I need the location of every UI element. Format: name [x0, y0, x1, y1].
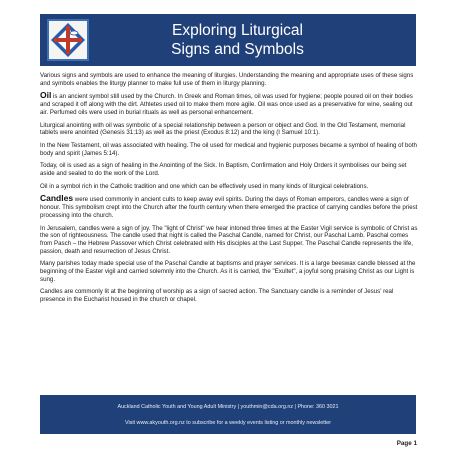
- title-line-1: Exploring Liturgical: [172, 22, 303, 39]
- oil-heading: Oil: [40, 90, 52, 101]
- oil-text: is an ancient symbol still used by the Church. In Greek and Roman times, oil was used for hygiene; people poured oil on their bodies and scraped it off along with the dirt. Athletes used oil to make them more agile. Oil was once used as a preservative for wine, sealing out air. Perfumed oils were used in burial rituals as well as personal enhancement.: [40, 93, 413, 116]
- oil-paragraph: [40, 92, 418, 116]
- page-title: [89, 21, 416, 59]
- candles-paragraph-3: Many parishes today made special use of the Paschal Candle at baptisms and prayer services. It is a large beeswax candle blessed at the beginning of the Easter vigil and carried solemnly into the Church. As it is carried, the "Exultet", a joyful song praising Christ as our Light is sung.: [40, 260, 416, 283]
- footer-contact-line: Auckland Catholic Youth and Young Adult Ministry | youthmin@cda.org.nz | Phone: 360 3021: [117, 404, 339, 410]
- title-banner: [40, 14, 416, 66]
- oil-paragraph-3: In the New Testament, oil was associated with healing. The oil used for medical and hygienic purposes became a symbol of healing of both body and spirit (James 5:14).: [40, 141, 417, 157]
- article-body: [40, 72, 418, 309]
- cross-dove-logo-icon: [47, 19, 89, 61]
- candles-paragraph: [40, 195, 418, 219]
- oil-paragraph-2: Liturgical anointing with oil was symbolic of a special relationship between a person or object and God. In the Old Testament, memorial tablets were anointed (Genesis 31:13) as well as the priest (Exodus 8:12) and the king (I Samuel 10:1).: [40, 121, 406, 137]
- candles-text: were used commonly in ancient cults to keep away evil spirits. During the days of Roman emperors, candles were a sign of honour. This symbolism crept into the Church after the fourth century when there emerged the practice of carrying candles before the priest processing into the church.: [40, 196, 418, 219]
- footer-subscribe-line: Visit www.akyouth.org.nz to subscribe for a weekly events listing or monthly newsletter: [124, 420, 332, 426]
- contact-footer: [40, 395, 416, 434]
- oil-paragraph-5: Oil in a symbol rich in the Catholic tradition and one which can be effectively used in many kinds of liturgical celebrations.: [40, 182, 369, 190]
- candles-paragraph-4: Candles are commonly lit at the beginning of worship as a sign of sacred action. The Sanctuary candle is a reminder of Jesus' real presence in the Eucharist housed in the church or chapel.: [40, 288, 394, 304]
- intro-paragraph: Various signs and symbols are used to enhance the meaning of liturgies. Understanding the meaning and appropriate uses of these signs and symbols enables the liturgy planner to make full use of them in liturgy planning.: [40, 72, 414, 87]
- candles-paragraph-2: In Jerusalem, candles were a sign of joy. The "light of Christ" we hear intoned three times at the Easter Vigil service is symbolic of Christ as the son of righteousness. The candle used that night is called the Paschal Candle, named for Christ, our Paschal Lamb. Paschal comes from Pasch – the Hebrew Passover which Christ celebrated with His disciples at the Last Supper. The Paschal Candle represents the life, passion, death and resurrection of Jesus Christ.: [40, 224, 418, 255]
- title-line-2: Signs and Symbols: [171, 41, 304, 58]
- candles-heading: Candles: [40, 193, 74, 204]
- page-number: Page 1: [396, 440, 417, 447]
- oil-paragraph-4: Today, oil is used as a sign of healing in the Anointing of the Sick. In Baptism, Confirmation and Holy Orders it symbolises our being set aside and sealed to do the work of the Lord.: [40, 162, 407, 178]
